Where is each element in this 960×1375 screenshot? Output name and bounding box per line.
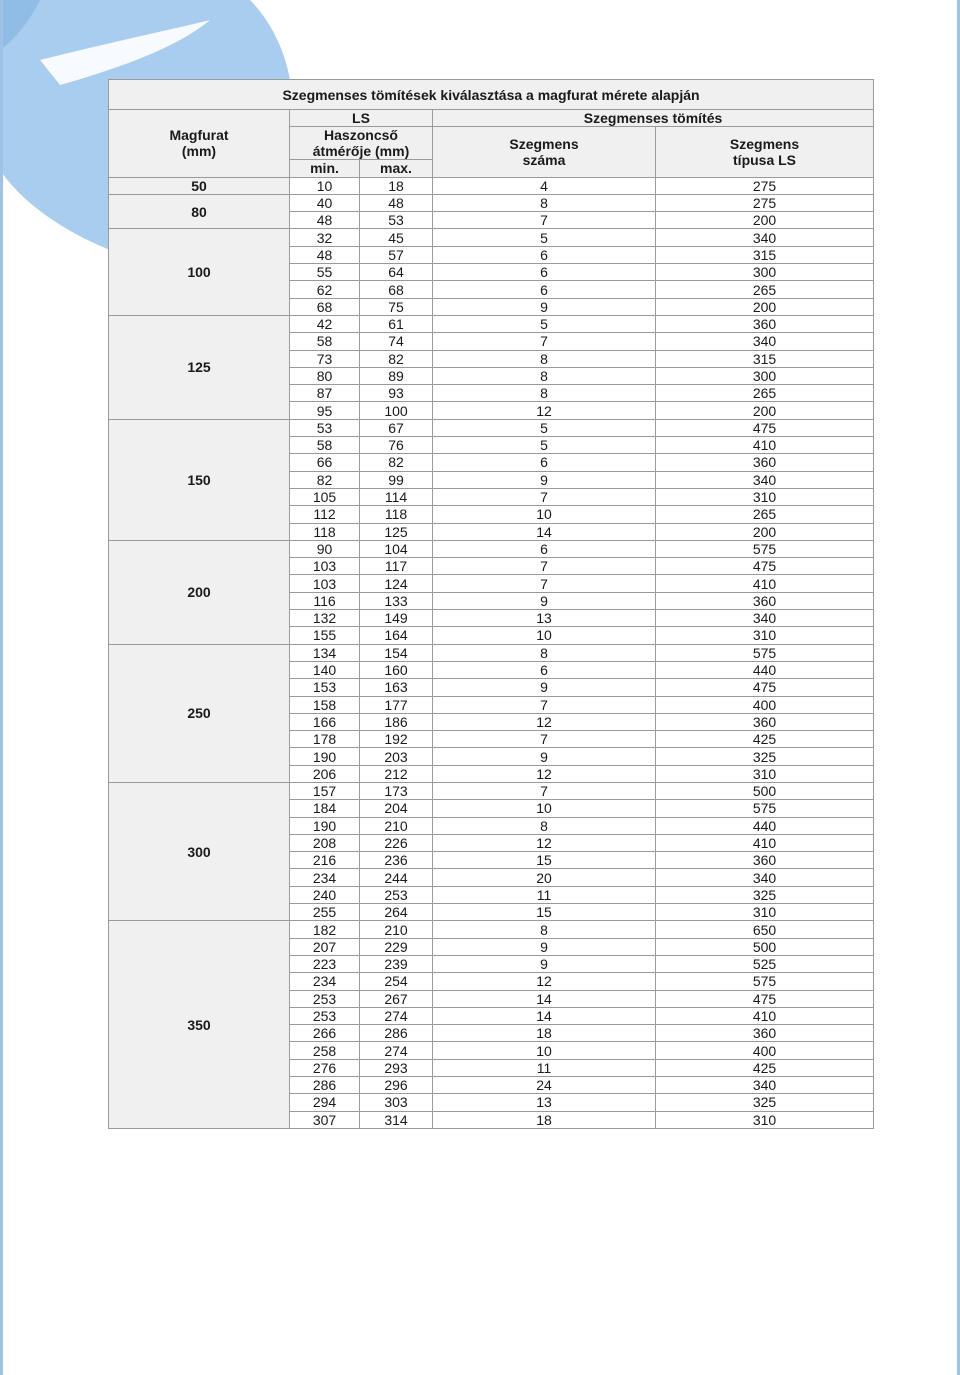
segment-type-cell: 525 [656, 955, 874, 972]
segment-type-cell: 325 [656, 886, 874, 903]
pipe-max-cell: 204 [360, 800, 433, 817]
segment-type-cell: 500 [656, 938, 874, 955]
header-segmented-seal: Szegmenses tömítés [433, 110, 874, 127]
segment-type-cell: 325 [656, 1094, 874, 1111]
pipe-max-cell: 18 [360, 177, 433, 194]
pipe-min-cell: 55 [290, 264, 360, 281]
segment-count-cell: 7 [433, 696, 656, 713]
segment-type-cell: 310 [656, 765, 874, 782]
bore-size-cell: 100 [109, 229, 290, 315]
segment-count-cell: 4 [433, 177, 656, 194]
pipe-min-cell: 90 [290, 540, 360, 557]
table-row [109, 644, 874, 661]
seal-selection-table [108, 79, 874, 1129]
segment-count-cell: 8 [433, 385, 656, 402]
segment-type-cell: 360 [656, 852, 874, 869]
pipe-max-cell: 253 [360, 886, 433, 903]
pipe-max-cell: 133 [360, 592, 433, 609]
pipe-min-cell: 103 [290, 558, 360, 575]
table-row [109, 229, 874, 246]
segment-type-cell: 425 [656, 1059, 874, 1076]
pipe-max-cell: 45 [360, 229, 433, 246]
segment-count-cell: 12 [433, 765, 656, 782]
header-ls: LS [290, 110, 433, 127]
pipe-max-cell: 82 [360, 454, 433, 471]
segment-count-cell: 7 [433, 488, 656, 505]
pipe-max-cell: 57 [360, 246, 433, 263]
pipe-min-cell: 223 [290, 955, 360, 972]
pipe-max-cell: 154 [360, 644, 433, 661]
segment-count-cell: 7 [433, 782, 656, 799]
segment-type-cell: 200 [656, 402, 874, 419]
segment-count-cell: 5 [433, 419, 656, 436]
bore-size-cell: 350 [109, 921, 290, 1129]
segment-count-cell: 8 [433, 194, 656, 211]
pipe-min-cell: 253 [290, 1007, 360, 1024]
pipe-min-cell: 132 [290, 610, 360, 627]
pipe-max-cell: 239 [360, 955, 433, 972]
pipe-max-cell: 212 [360, 765, 433, 782]
segment-type-cell: 360 [656, 454, 874, 471]
segment-count-cell: 6 [433, 246, 656, 263]
table-row [109, 419, 874, 436]
segment-count-cell: 9 [433, 592, 656, 609]
pipe-min-cell: 112 [290, 506, 360, 523]
segment-type-cell: 575 [656, 644, 874, 661]
segment-count-cell: 5 [433, 315, 656, 332]
pipe-min-cell: 140 [290, 661, 360, 678]
segment-count-cell: 12 [433, 834, 656, 851]
segment-type-cell: 265 [656, 281, 874, 298]
pipe-min-cell: 53 [290, 419, 360, 436]
bore-size-cell: 50 [109, 177, 290, 194]
pipe-min-cell: 158 [290, 696, 360, 713]
segment-type-cell: 360 [656, 315, 874, 332]
pipe-min-cell: 153 [290, 679, 360, 696]
segment-type-cell: 315 [656, 246, 874, 263]
pipe-max-cell: 164 [360, 627, 433, 644]
segment-count-cell: 9 [433, 298, 656, 315]
pipe-max-cell: 314 [360, 1111, 433, 1128]
pipe-min-cell: 32 [290, 229, 360, 246]
segment-count-cell: 8 [433, 367, 656, 384]
pipe-max-cell: 114 [360, 488, 433, 505]
segment-type-cell: 275 [656, 177, 874, 194]
segment-type-cell: 410 [656, 834, 874, 851]
page-border-left [0, 0, 3, 1375]
segment-type-cell: 265 [656, 385, 874, 402]
segment-count-cell: 7 [433, 731, 656, 748]
segment-count-cell: 9 [433, 938, 656, 955]
segment-type-cell: 275 [656, 194, 874, 211]
segment-type-cell: 340 [656, 610, 874, 627]
segment-count-cell: 18 [433, 1111, 656, 1128]
pipe-min-cell: 134 [290, 644, 360, 661]
segment-type-cell: 575 [656, 800, 874, 817]
segment-count-cell: 5 [433, 229, 656, 246]
pipe-max-cell: 124 [360, 575, 433, 592]
table-row [109, 315, 874, 332]
pipe-min-cell: 73 [290, 350, 360, 367]
pipe-max-cell: 293 [360, 1059, 433, 1076]
pipe-max-cell: 192 [360, 731, 433, 748]
pipe-min-cell: 155 [290, 627, 360, 644]
pipe-min-cell: 58 [290, 333, 360, 350]
pipe-max-cell: 254 [360, 973, 433, 990]
header-max: max. [360, 160, 433, 177]
segment-type-cell: 500 [656, 782, 874, 799]
pipe-min-cell: 118 [290, 523, 360, 540]
segment-type-cell: 300 [656, 264, 874, 281]
segment-type-cell: 340 [656, 229, 874, 246]
bore-size-cell: 125 [109, 315, 290, 419]
pipe-min-cell: 95 [290, 402, 360, 419]
segment-type-cell: 475 [656, 419, 874, 436]
segment-type-cell: 475 [656, 558, 874, 575]
segment-count-cell: 10 [433, 1042, 656, 1059]
pipe-max-cell: 163 [360, 679, 433, 696]
pipe-min-cell: 216 [290, 852, 360, 869]
bore-size-cell: 250 [109, 644, 290, 782]
pipe-min-cell: 48 [290, 212, 360, 229]
pipe-max-cell: 236 [360, 852, 433, 869]
segment-type-cell: 325 [656, 748, 874, 765]
pipe-max-cell: 64 [360, 264, 433, 281]
pipe-max-cell: 267 [360, 990, 433, 1007]
segment-type-cell: 410 [656, 437, 874, 454]
pipe-max-cell: 274 [360, 1007, 433, 1024]
segment-count-cell: 12 [433, 713, 656, 730]
segment-count-cell: 8 [433, 350, 656, 367]
pipe-min-cell: 207 [290, 938, 360, 955]
pipe-max-cell: 99 [360, 471, 433, 488]
pipe-min-cell: 10 [290, 177, 360, 194]
header-min: min. [290, 160, 360, 177]
segment-count-cell: 10 [433, 627, 656, 644]
pipe-max-cell: 264 [360, 904, 433, 921]
segment-count-cell: 8 [433, 921, 656, 938]
segment-type-cell: 575 [656, 540, 874, 557]
pipe-max-cell: 286 [360, 1025, 433, 1042]
pipe-max-cell: 93 [360, 385, 433, 402]
pipe-min-cell: 307 [290, 1111, 360, 1128]
segment-type-cell: 310 [656, 904, 874, 921]
pipe-min-cell: 48 [290, 246, 360, 263]
header-segment-type: Szegmens típusa LS [656, 127, 874, 177]
segment-type-cell: 200 [656, 212, 874, 229]
segment-count-cell: 9 [433, 748, 656, 765]
segment-type-cell: 440 [656, 817, 874, 834]
segment-count-cell: 8 [433, 817, 656, 834]
pipe-max-cell: 244 [360, 869, 433, 886]
pipe-max-cell: 226 [360, 834, 433, 851]
segment-count-cell: 9 [433, 679, 656, 696]
segment-count-cell: 12 [433, 973, 656, 990]
pipe-min-cell: 255 [290, 904, 360, 921]
segment-count-cell: 7 [433, 333, 656, 350]
segment-count-cell: 10 [433, 800, 656, 817]
segment-count-cell: 9 [433, 955, 656, 972]
pipe-min-cell: 258 [290, 1042, 360, 1059]
segment-count-cell: 10 [433, 506, 656, 523]
pipe-max-cell: 76 [360, 437, 433, 454]
segment-count-cell: 6 [433, 281, 656, 298]
segment-count-cell: 6 [433, 454, 656, 471]
pipe-min-cell: 66 [290, 454, 360, 471]
segment-type-cell: 340 [656, 1077, 874, 1094]
pipe-max-cell: 74 [360, 333, 433, 350]
pipe-min-cell: 234 [290, 973, 360, 990]
pipe-min-cell: 157 [290, 782, 360, 799]
segment-count-cell: 6 [433, 540, 656, 557]
segment-count-cell: 15 [433, 904, 656, 921]
pipe-min-cell: 206 [290, 765, 360, 782]
bore-size-cell: 150 [109, 419, 290, 540]
pipe-max-cell: 68 [360, 281, 433, 298]
segment-count-cell: 12 [433, 402, 656, 419]
segment-count-cell: 9 [433, 471, 656, 488]
segment-type-cell: 200 [656, 298, 874, 315]
segment-type-cell: 360 [656, 713, 874, 730]
pipe-max-cell: 117 [360, 558, 433, 575]
pipe-max-cell: 67 [360, 419, 433, 436]
pipe-min-cell: 80 [290, 367, 360, 384]
pipe-max-cell: 210 [360, 817, 433, 834]
pipe-min-cell: 234 [290, 869, 360, 886]
pipe-min-cell: 58 [290, 437, 360, 454]
table-row [109, 921, 874, 938]
pipe-min-cell: 116 [290, 592, 360, 609]
segment-type-cell: 315 [656, 350, 874, 367]
pipe-min-cell: 184 [290, 800, 360, 817]
pipe-max-cell: 229 [360, 938, 433, 955]
table-row [109, 194, 874, 211]
segment-type-cell: 575 [656, 973, 874, 990]
segment-type-cell: 310 [656, 1111, 874, 1128]
pipe-max-cell: 104 [360, 540, 433, 557]
pipe-max-cell: 203 [360, 748, 433, 765]
segment-type-cell: 400 [656, 1042, 874, 1059]
pipe-min-cell: 253 [290, 990, 360, 1007]
pipe-max-cell: 274 [360, 1042, 433, 1059]
segment-type-cell: 440 [656, 661, 874, 678]
segment-count-cell: 7 [433, 212, 656, 229]
bore-size-cell: 200 [109, 540, 290, 644]
segment-type-cell: 475 [656, 679, 874, 696]
table-row [109, 540, 874, 557]
pipe-max-cell: 149 [360, 610, 433, 627]
segment-count-cell: 11 [433, 1059, 656, 1076]
pipe-max-cell: 89 [360, 367, 433, 384]
segment-count-cell: 13 [433, 1094, 656, 1111]
segment-count-cell: 14 [433, 990, 656, 1007]
segment-count-cell: 14 [433, 1007, 656, 1024]
segment-type-cell: 400 [656, 696, 874, 713]
segment-count-cell: 7 [433, 575, 656, 592]
pipe-min-cell: 40 [290, 194, 360, 211]
segment-count-cell: 7 [433, 558, 656, 575]
pipe-min-cell: 87 [290, 385, 360, 402]
pipe-min-cell: 276 [290, 1059, 360, 1076]
segment-type-cell: 310 [656, 627, 874, 644]
pipe-min-cell: 105 [290, 488, 360, 505]
pipe-max-cell: 160 [360, 661, 433, 678]
pipe-min-cell: 178 [290, 731, 360, 748]
segment-count-cell: 8 [433, 644, 656, 661]
pipe-min-cell: 190 [290, 748, 360, 765]
segment-count-cell: 6 [433, 661, 656, 678]
pipe-max-cell: 296 [360, 1077, 433, 1094]
segment-type-cell: 475 [656, 990, 874, 1007]
pipe-min-cell: 166 [290, 713, 360, 730]
segment-type-cell: 340 [656, 471, 874, 488]
segment-count-cell: 11 [433, 886, 656, 903]
segment-type-cell: 265 [656, 506, 874, 523]
segment-type-cell: 200 [656, 523, 874, 540]
pipe-max-cell: 100 [360, 402, 433, 419]
segment-type-cell: 360 [656, 1025, 874, 1042]
table-row [109, 177, 874, 194]
pipe-max-cell: 118 [360, 506, 433, 523]
bore-size-cell: 80 [109, 194, 290, 229]
segment-count-cell: 18 [433, 1025, 656, 1042]
pipe-min-cell: 266 [290, 1025, 360, 1042]
pipe-min-cell: 208 [290, 834, 360, 851]
segment-count-cell: 20 [433, 869, 656, 886]
pipe-max-cell: 61 [360, 315, 433, 332]
pipe-min-cell: 182 [290, 921, 360, 938]
pipe-max-cell: 303 [360, 1094, 433, 1111]
header-segment-count: Szegmens száma [433, 127, 656, 177]
header-pipe-diameter: Haszoncső átmérője (mm) [290, 127, 433, 160]
segment-type-cell: 310 [656, 488, 874, 505]
segment-count-cell: 13 [433, 610, 656, 627]
segment-type-cell: 340 [656, 869, 874, 886]
bore-size-cell: 300 [109, 782, 290, 920]
segment-type-cell: 340 [656, 333, 874, 350]
pipe-min-cell: 82 [290, 471, 360, 488]
pipe-max-cell: 53 [360, 212, 433, 229]
segment-type-cell: 650 [656, 921, 874, 938]
segment-count-cell: 5 [433, 437, 656, 454]
pipe-min-cell: 103 [290, 575, 360, 592]
pipe-max-cell: 210 [360, 921, 433, 938]
pipe-max-cell: 125 [360, 523, 433, 540]
pipe-min-cell: 240 [290, 886, 360, 903]
pipe-min-cell: 42 [290, 315, 360, 332]
header-magfurat: Magfurat (mm) [109, 110, 290, 178]
pipe-max-cell: 82 [360, 350, 433, 367]
pipe-min-cell: 286 [290, 1077, 360, 1094]
segment-type-cell: 410 [656, 575, 874, 592]
segment-count-cell: 6 [433, 264, 656, 281]
segment-type-cell: 425 [656, 731, 874, 748]
pipe-max-cell: 173 [360, 782, 433, 799]
segment-type-cell: 360 [656, 592, 874, 609]
pipe-max-cell: 177 [360, 696, 433, 713]
table-row [109, 782, 874, 799]
segment-count-cell: 15 [433, 852, 656, 869]
pipe-min-cell: 190 [290, 817, 360, 834]
pipe-min-cell: 62 [290, 281, 360, 298]
segment-type-cell: 410 [656, 1007, 874, 1024]
pipe-max-cell: 75 [360, 298, 433, 315]
pipe-max-cell: 186 [360, 713, 433, 730]
table-title: Szegmenses tömítések kiválasztása a magfurat mérete alapján [109, 80, 874, 110]
segment-count-cell: 14 [433, 523, 656, 540]
pipe-min-cell: 68 [290, 298, 360, 315]
segment-count-cell: 24 [433, 1077, 656, 1094]
segment-type-cell: 300 [656, 367, 874, 384]
pipe-min-cell: 294 [290, 1094, 360, 1111]
pipe-max-cell: 48 [360, 194, 433, 211]
